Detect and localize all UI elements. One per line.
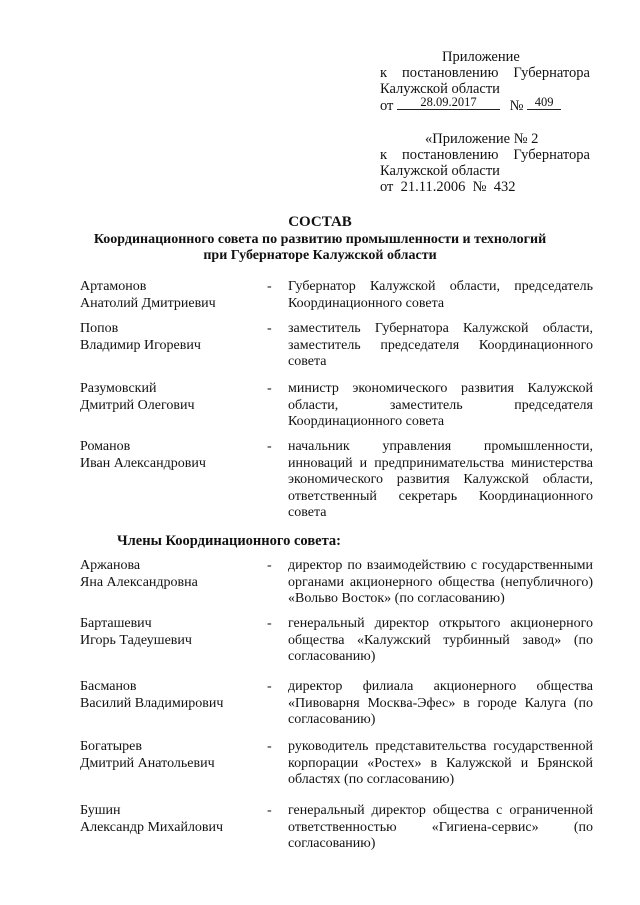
dash: -	[267, 803, 272, 818]
given-name: Василий Владимирович	[80, 695, 224, 711]
surname: Разумовский	[80, 381, 157, 396]
given-name: Игорь Тадеушевич	[80, 632, 192, 648]
document-title: СОСТАВ	[288, 214, 352, 230]
dash: -	[267, 616, 272, 631]
document-subtitle-2: при Губернаторе Калужской области	[203, 248, 437, 263]
dash: -	[267, 739, 272, 754]
appendix2-region: Калужской области	[380, 163, 500, 179]
appendix-to-line: к постановлению Губернатора	[380, 65, 590, 81]
position: заместитель Губернатора Калужской области, заместитель председателя Координационного совета	[288, 321, 593, 369]
position: начальник управления промышленности, инноваций и предпринимательства министерства экономического развития Калужской области, ответственный секретарь Координационного совета	[288, 439, 593, 520]
appendix-title: Приложение	[442, 49, 520, 65]
surname: Романов	[80, 439, 131, 454]
given-name: Иван Александрович	[80, 455, 206, 471]
position: генеральный директор общества с ограниченной ответственностью «Гигиена-сервис» (по согласованию)	[288, 803, 593, 851]
given-name: Анатолий Дмитриевич	[80, 295, 216, 311]
position: министр экономического развития Калужской области, заместитель председателя Координационного совета	[288, 381, 593, 429]
appendix2-title: «Приложение № 2	[425, 131, 539, 147]
position: руководитель представительства государственной корпорации «Ростех» в Калужской и Брянской областях (по согласованию)	[288, 739, 593, 787]
appendix-header	[380, 49, 590, 114]
surname: Богатырев	[80, 739, 142, 754]
given-name: Дмитрий Анатольевич	[80, 755, 215, 771]
given-name: Владимир Игоревич	[80, 337, 201, 353]
given-name: Яна Александровна	[80, 574, 198, 590]
appendix2-ref: от 21.11.2006 № 432	[380, 179, 516, 195]
surname: Барташевич	[80, 616, 152, 631]
appendix-region: Калужской области	[380, 81, 500, 97]
surname: Аржанова	[80, 558, 141, 573]
surname: Бушин	[80, 803, 121, 818]
given-name: Дмитрий Олегович	[80, 397, 195, 413]
appendix2-header	[380, 131, 590, 195]
dash: -	[267, 321, 272, 336]
dash: -	[267, 279, 272, 294]
appendix2-to-line: к постановлению Губернатора	[380, 147, 590, 163]
members-heading: Члены Координационного совета:	[117, 533, 341, 549]
position: директор филиала акционерного общества «Пивоварня Москва-Эфес» в городе Калуга (по согласованию)	[288, 679, 593, 727]
dash: -	[267, 439, 272, 454]
dash: -	[267, 558, 272, 573]
dash: -	[267, 381, 272, 396]
number-field: 409	[527, 97, 561, 110]
surname: Басманов	[80, 679, 137, 694]
given-name: Александр Михайлович	[80, 819, 224, 835]
position: Губернатор Калужской области, председатель Координационного совета	[288, 279, 593, 311]
appendix-date-line: от 28.09.2017 № 409	[380, 97, 590, 114]
dash: -	[267, 679, 272, 694]
surname: Артамонов	[80, 279, 147, 294]
surname: Попов	[80, 321, 119, 336]
document-subtitle-1: Координационного совета по развитию промышленности и технологий	[93, 232, 547, 247]
date-field: 28.09.2017	[397, 97, 500, 110]
position: директор по взаимодействию с государственными органами акционерного общества (непубличного) «Вольво Восток» (по согласованию)	[288, 558, 593, 606]
position: генеральный директор открытого акционерного общества «Калужский турбинный завод» (по согласованию)	[288, 616, 593, 664]
